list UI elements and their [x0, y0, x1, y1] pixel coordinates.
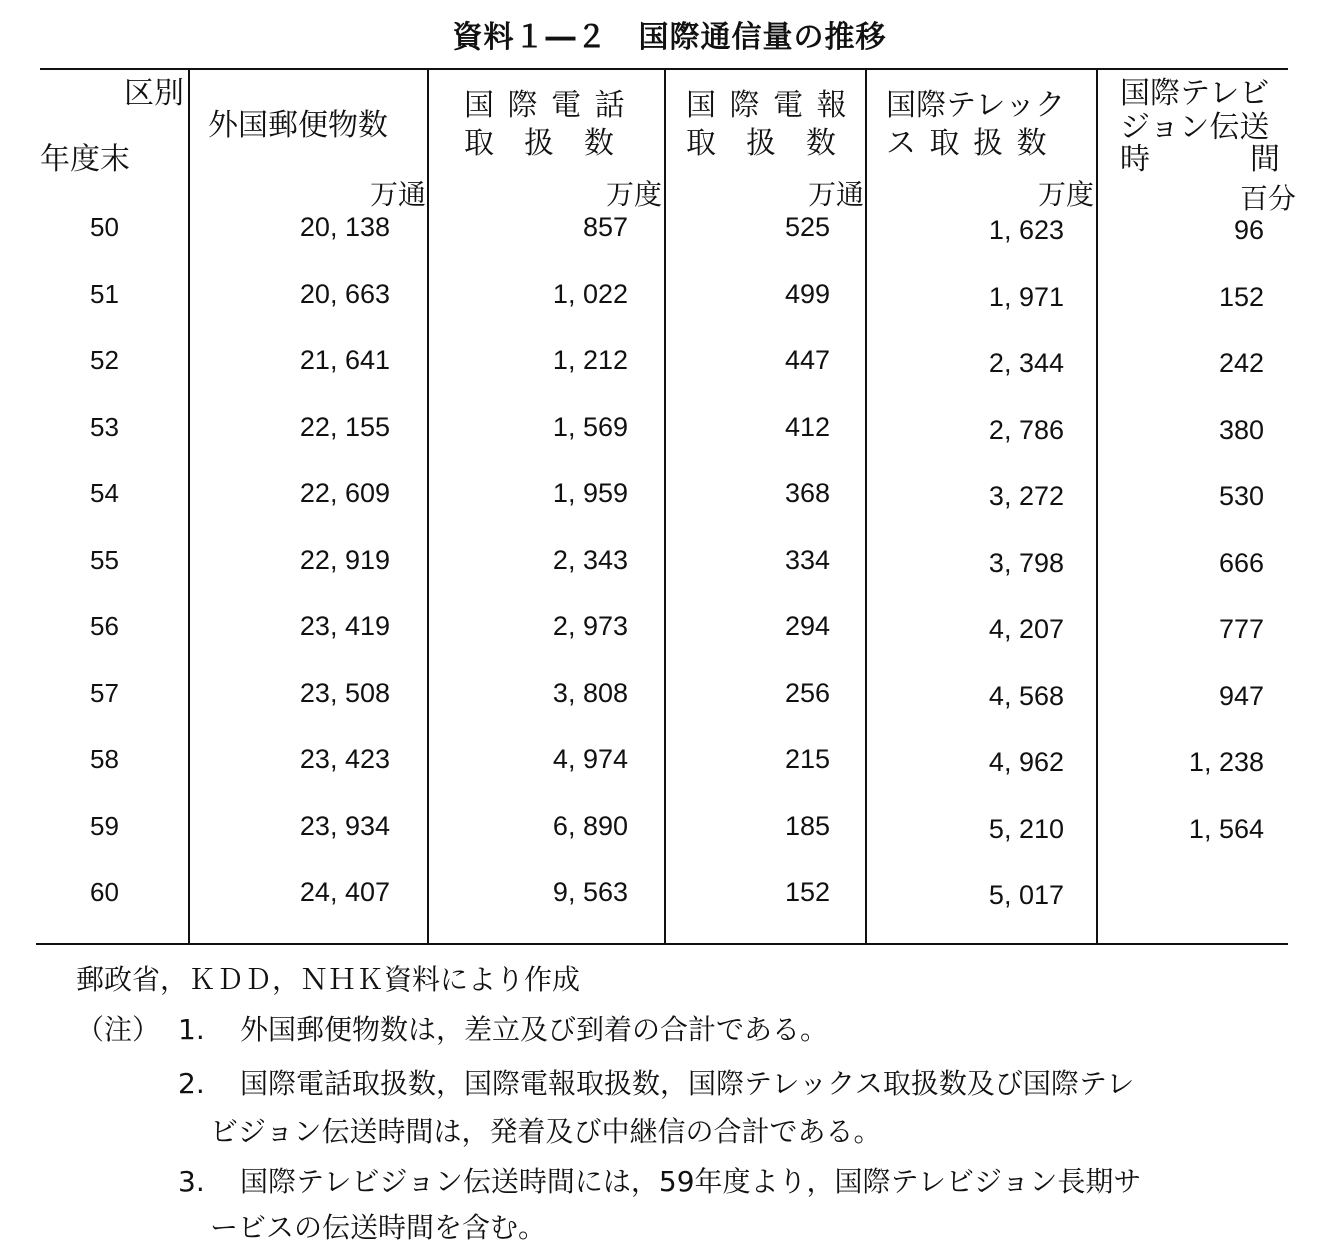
note-3-text-line2: ービスの伝送時間を含む。 — [210, 1211, 547, 1244]
cell-phone: 2, 973 — [552, 611, 628, 641]
column-divider-4 — [865, 70, 867, 943]
header-corner-bottom: 年度末 — [40, 142, 130, 177]
cell-telegram: 368 — [784, 478, 830, 508]
note-2-number: 2. — [178, 1067, 205, 1100]
cell-mail: 22, 609 — [299, 478, 390, 508]
cell-phone: 3, 808 — [552, 678, 628, 708]
cell-mail: 23, 419 — [299, 611, 390, 641]
cell-tv: 777 — [1218, 614, 1264, 644]
unit-tv: 百分 — [1239, 182, 1296, 215]
cell-phone: 857 — [582, 212, 628, 242]
cell-telex: 5, 017 — [988, 880, 1064, 910]
cell-telex: 4, 207 — [988, 614, 1064, 644]
row-year: 51 — [90, 279, 119, 309]
cell-telegram: 447 — [784, 345, 830, 375]
header-corner-top: 区別 — [124, 76, 184, 111]
cell-phone: 1, 569 — [552, 412, 628, 442]
header-tv-line1: 国際テレビ — [1120, 76, 1270, 111]
cell-mail: 24, 407 — [299, 877, 390, 907]
cell-telegram: 525 — [784, 212, 830, 242]
cell-tv: 152 — [1218, 282, 1264, 312]
cell-tv: 242 — [1218, 348, 1264, 378]
header-phone-line1: 国 際 電 話 — [464, 88, 627, 123]
cell-mail: 23, 934 — [299, 811, 390, 841]
row-year: 59 — [90, 811, 119, 841]
row-year: 58 — [90, 744, 119, 774]
row-year: 50 — [90, 212, 119, 242]
cell-telex: 4, 962 — [988, 747, 1064, 777]
note-1-text: 外国郵便物数は，差立及び到着の合計である。 — [240, 1013, 829, 1046]
cell-tv: 947 — [1218, 681, 1264, 711]
cell-mail: 22, 155 — [299, 412, 390, 442]
header-tv-line3a: 時 — [1120, 142, 1150, 177]
cell-telex: 3, 272 — [988, 481, 1064, 511]
row-year: 57 — [90, 678, 119, 708]
cell-telex: 4, 568 — [988, 681, 1064, 711]
cell-telegram: 152 — [784, 877, 830, 907]
source-note: 郵政省，ＫＤＤ，ＮＨＫ資料により作成 — [76, 963, 581, 996]
note-3-text-line1: 国際テレビジョン伝送時間には，59年度より，国際テレビジョン長期サ — [240, 1165, 1142, 1198]
cell-mail: 22, 919 — [299, 545, 390, 575]
table-title: 資料１―２ 国際通信量の推移 — [452, 20, 887, 55]
cell-telex: 1, 623 — [988, 215, 1064, 245]
cell-mail: 21, 641 — [299, 345, 390, 375]
cell-telegram: 215 — [784, 744, 830, 774]
cell-mail: 20, 663 — [299, 279, 390, 309]
cell-telegram: 412 — [784, 412, 830, 442]
note-3-number: 3. — [178, 1165, 205, 1198]
header-telegram-line1: 国 際 電 報 — [686, 88, 849, 123]
cell-phone: 1, 212 — [552, 345, 628, 375]
cell-telegram: 185 — [784, 811, 830, 841]
header-telex-line1: 国際テレック — [886, 88, 1066, 123]
cell-telex: 2, 786 — [988, 415, 1064, 445]
note-1-number: 1. — [178, 1013, 205, 1046]
header-phone-line2: 取 扱 数 — [464, 126, 614, 161]
cell-telegram: 256 — [784, 678, 830, 708]
header-telegram-line2: 取 扱 数 — [686, 126, 836, 161]
cell-mail: 23, 508 — [299, 678, 390, 708]
cell-phone: 1, 022 — [552, 279, 628, 309]
note-2-text-line2: ビジョン伝送時間は，発着及び中継信の合計である。 — [210, 1115, 882, 1148]
cell-telex: 3, 798 — [988, 548, 1064, 578]
note-2-text-line1: 国際電話取扱数，国際電報取扱数，国際テレックス取扱数及び国際テレ — [240, 1067, 1135, 1100]
cell-mail: 20, 138 — [299, 212, 390, 242]
row-year: 60 — [90, 877, 119, 907]
cell-phone: 9, 563 — [552, 877, 628, 907]
unit-telex: 万度 — [1037, 178, 1094, 211]
cell-tv: 530 — [1218, 481, 1264, 511]
table-bottom-rule — [36, 943, 1288, 945]
row-year: 54 — [90, 478, 119, 508]
header-mail: 外国郵便物数 — [208, 108, 388, 143]
cell-phone: 2, 343 — [552, 545, 628, 575]
header-tv-line2: ジョン伝送 — [1120, 110, 1270, 145]
cell-telex: 1, 971 — [988, 282, 1064, 312]
cell-tv: 380 — [1218, 415, 1264, 445]
cell-telex: 5, 210 — [988, 814, 1064, 844]
unit-telegram: 万通 — [807, 178, 864, 211]
cell-tv: 1, 238 — [1188, 747, 1264, 777]
cell-phone: 1, 959 — [552, 478, 628, 508]
row-year: 55 — [90, 545, 119, 575]
column-divider-2 — [427, 70, 429, 943]
notes-label: （注） — [76, 1013, 161, 1046]
unit-mail: 万通 — [369, 178, 426, 211]
cell-telegram: 334 — [784, 545, 830, 575]
row-year: 56 — [90, 611, 119, 641]
cell-mail: 23, 423 — [299, 744, 390, 774]
row-year: 53 — [90, 412, 119, 442]
cell-phone: 4, 974 — [552, 744, 628, 774]
cell-phone: 6, 890 — [552, 811, 628, 841]
row-year: 52 — [90, 345, 119, 375]
header-tv-line3b: 間 — [1250, 142, 1280, 177]
cell-telegram: 499 — [784, 279, 830, 309]
cell-tv: 96 — [1233, 215, 1264, 245]
unit-phone: 万度 — [605, 178, 662, 211]
cell-tv: 666 — [1218, 548, 1264, 578]
cell-tv: 1, 564 — [1188, 814, 1264, 844]
column-divider-1 — [188, 70, 190, 943]
header-telex-line2: ス 取 扱 数 — [886, 126, 1049, 161]
cell-telegram: 294 — [784, 611, 830, 641]
cell-telex: 2, 344 — [988, 348, 1064, 378]
